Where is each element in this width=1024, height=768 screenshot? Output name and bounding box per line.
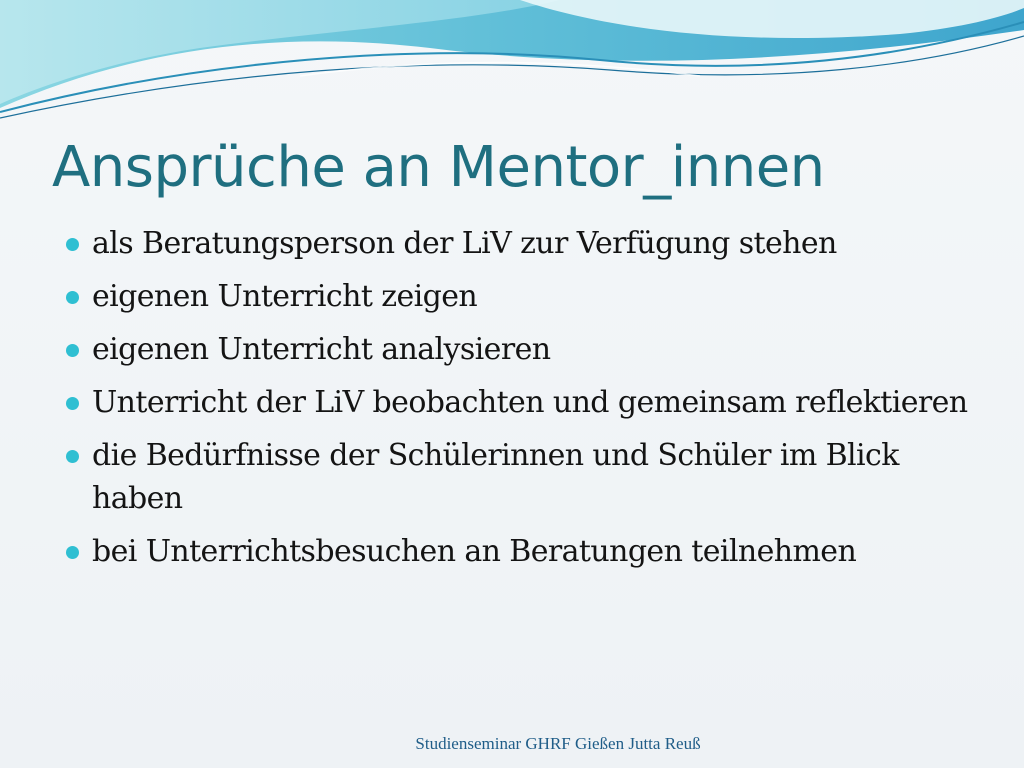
list-item-text: eigenen Unterricht zeigen (92, 279, 478, 314)
bullet-icon (66, 344, 79, 357)
list-item (64, 222, 984, 265)
list-item-text: eigenen Unterricht analysieren (92, 332, 551, 367)
bullet-icon (66, 546, 79, 559)
list-item (64, 381, 984, 424)
list-item-text: bei Unterrichtsbesuchen an Beratungen teilnehmen (92, 534, 857, 569)
list-item-text: als Beratungsperson der LiV zur Verfügung stehen (92, 226, 837, 261)
bullet-icon (66, 238, 79, 251)
decorative-wave-banner (0, 0, 1024, 140)
bullet-icon (66, 397, 79, 410)
list-item-text: Unterricht der LiV beobachten und gemeinsam reflektieren (92, 385, 968, 420)
list-item (64, 275, 984, 318)
slide-footer: Studienseminar GHRF Gießen Jutta Reuß (415, 734, 701, 753)
list-item (64, 530, 984, 573)
list-item (64, 434, 984, 520)
list-item-text: die Bedürfnisse der Schülerinnen und Schüler im Blick haben (92, 438, 899, 516)
bullet-list (64, 222, 984, 583)
bullet-icon (66, 291, 79, 304)
slide-title: Ansprüche an Mentor_innen (52, 135, 825, 200)
list-item (64, 328, 984, 371)
bullet-icon (66, 450, 79, 463)
